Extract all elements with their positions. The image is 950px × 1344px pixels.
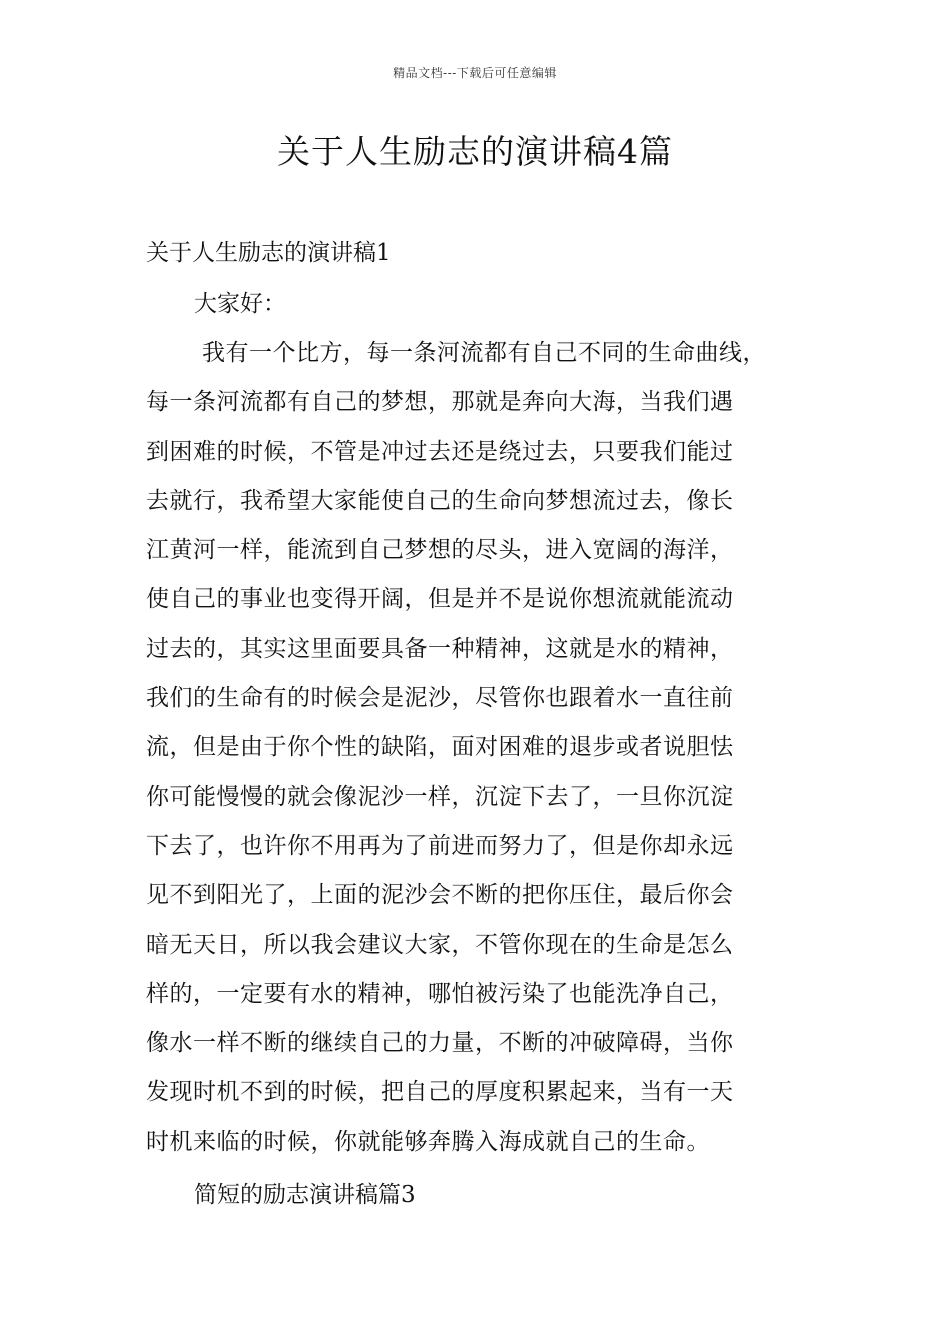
greeting: 大家好： bbox=[194, 291, 286, 317]
paragraph-line: 去就行，我希望大家能使自己的生命向梦想流过去，像长 bbox=[146, 487, 734, 514]
paragraph-line: 我有一个比方，每一条河流都有自己不同的生命曲线， bbox=[202, 340, 766, 366]
paragraph-line: 见不到阳光了，上面的泥沙会不断的把你压住，最后你会 bbox=[146, 882, 734, 909]
paragraph-line: 下去了，也许你不用再为了前进而努力了，但是你却永远 bbox=[146, 832, 734, 859]
paragraph-line: 样的，一定要有水的精神，哪怕被污染了也能洗净自己， bbox=[146, 980, 734, 1007]
section-heading: 关于人生励志的演讲稿1 bbox=[146, 240, 391, 266]
paragraph-line: 江黄河一样，能流到自己梦想的尽头，进入宽阔的海洋， bbox=[146, 537, 734, 564]
paragraph-line: 暗无天日，所以我会建议大家，不管你现在的生命是怎么 bbox=[146, 931, 734, 958]
paragraph-line: 到困难的时候，不管是冲过去还是绕过去，只要我们能过 bbox=[146, 438, 734, 465]
paragraph-line: 你可能慢慢的就会像泥沙一样，沉淀下去了，一旦你沉淀 bbox=[146, 783, 734, 810]
next-section-heading: 简短的励志演讲稿篇3 bbox=[194, 1182, 416, 1208]
body-paragraph bbox=[146, 329, 826, 1167]
paragraph-line: 流，但是由于你个性的缺陷，面对困难的退步或者说胆怯 bbox=[146, 734, 734, 761]
document-title: 关于人生励志的演讲稿4篇 bbox=[277, 132, 673, 171]
paragraph-line: 过去的，其实这里面要具备一种精神，这就是水的精神， bbox=[146, 635, 734, 662]
paragraph-line: 时机来临的时候，你就能够奔腾入海成就自己的生命。 bbox=[146, 1128, 710, 1155]
paragraph-line: 像水一样不断的继续自己的力量，不断的冲破障碍，当你 bbox=[146, 1030, 734, 1057]
paragraph-line: 发现时机不到的时候，把自己的厚度积累起来，当有一天 bbox=[146, 1079, 734, 1106]
paragraph-line: 使自己的事业也变得开阔，但是并不是说你想流就能流动 bbox=[146, 586, 734, 613]
paragraph-line: 每一条河流都有自己的梦想，那就是奔向大海，当我们遇 bbox=[146, 389, 734, 416]
header-note: 精品文档---下载后可任意编辑 bbox=[393, 66, 557, 80]
paragraph-line: 我们的生命有的时候会是泥沙，尽管你也跟着水一直往前 bbox=[146, 685, 734, 712]
